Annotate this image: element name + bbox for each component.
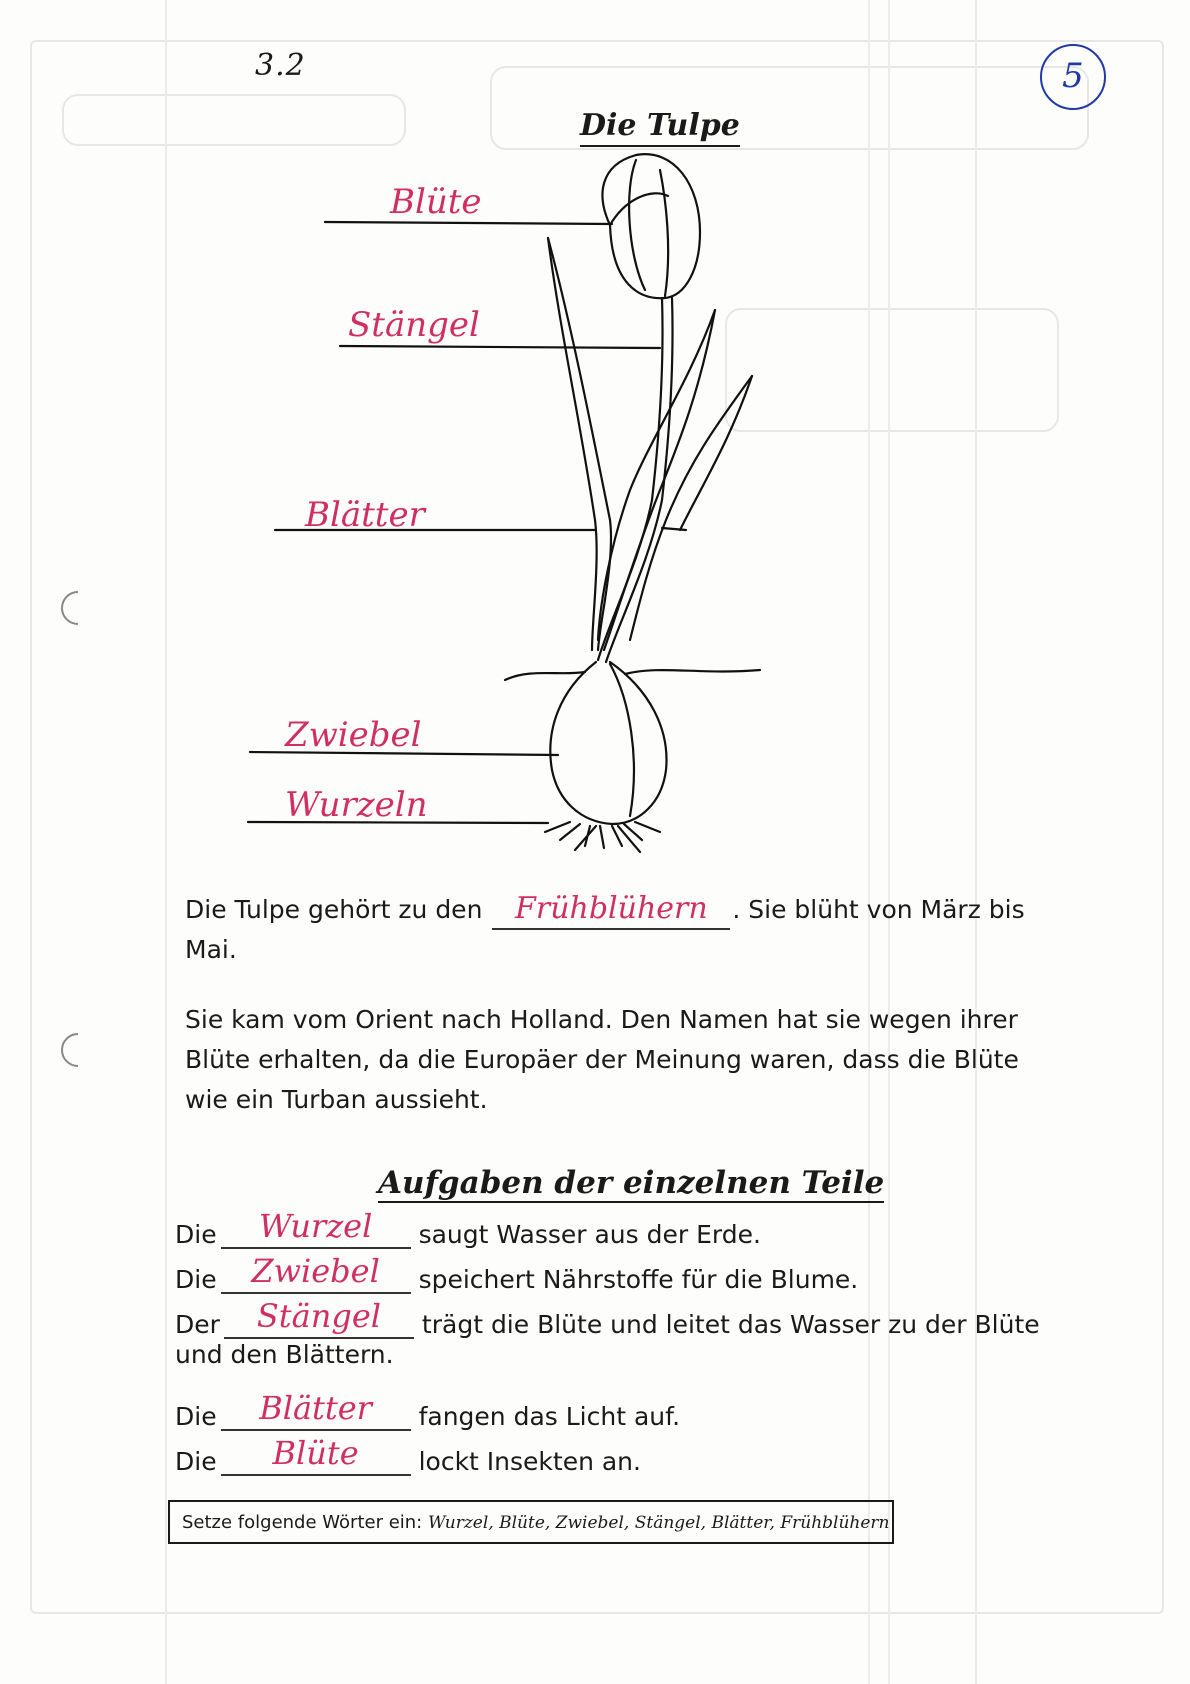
label-blaetter: Blätter	[305, 495, 425, 535]
task-article: Die	[175, 1402, 217, 1431]
task-line	[175, 1390, 680, 1431]
word-box	[168, 1500, 894, 1544]
answer-fruehbluehern: Frühblühern	[515, 891, 708, 926]
word-box-words: Wurzel, Blüte, Zwiebel, Stängel, Blätter, Frühblühern	[427, 1513, 890, 1533]
word-box-prompt: Setze folgende Wörter ein:	[182, 1512, 423, 1533]
task-text: saugt Wasser aus der Erde.	[418, 1220, 761, 1249]
answer-zwiebel: Zwiebel	[251, 1252, 380, 1290]
page-title: Die Tulpe	[580, 108, 740, 147]
intro-text-before: Die Tulpe gehört zu den	[185, 895, 483, 924]
label-staengel: Stängel	[348, 305, 480, 345]
task-line	[175, 1298, 1040, 1339]
label-zwiebel: Zwiebel	[285, 715, 422, 755]
task-text: trägt die Blüte und leitet das Wasser zu der Blüte	[421, 1310, 1040, 1339]
intro-paragraph-2	[185, 1000, 1065, 1120]
task-article: Die	[175, 1220, 217, 1249]
answer-bluete: Blüte	[272, 1434, 359, 1472]
answer-blank	[221, 1435, 411, 1476]
task-article: Der	[175, 1310, 220, 1339]
intro-text-after: . Sie blüht von März bis Mai.	[185, 895, 1025, 964]
tasks-heading: Aufgaben der einzelnen Teile	[378, 1165, 885, 1201]
corner-number: 5	[1040, 44, 1106, 110]
answer-blank	[492, 891, 730, 930]
intro-text-2: Sie kam vom Orient nach Holland. Den Namen hat sie wegen ihrer Blüte erhalten, da die Europäer der Meinung waren, dass die Blüte wie ein Turban aussieht.	[185, 1005, 1019, 1114]
task-text: speichert Nährstoffe für die Blume.	[418, 1265, 859, 1294]
answer-blaetter: Blätter	[259, 1389, 372, 1427]
answer-blank	[221, 1208, 411, 1249]
answer-blank	[224, 1298, 414, 1339]
label-wurzeln: Wurzeln	[285, 785, 428, 825]
task-text: lockt Insekten an.	[418, 1447, 641, 1476]
answer-blank	[221, 1390, 411, 1431]
task-line-continuation	[175, 1340, 394, 1369]
label-bluete: Blüte	[390, 182, 482, 222]
task-article: Die	[175, 1265, 217, 1294]
punch-hole-icon	[48, 1030, 84, 1070]
page-number: 3.2	[255, 48, 306, 83]
task-article: Die	[175, 1447, 217, 1476]
intro-paragraph-1	[185, 890, 1065, 970]
answer-staengel: Stängel	[256, 1297, 381, 1335]
task-line	[175, 1208, 761, 1249]
task-text: fangen das Licht auf.	[418, 1402, 681, 1431]
task-line	[175, 1253, 858, 1294]
task-text: und den Blättern.	[175, 1340, 394, 1369]
task-line	[175, 1435, 641, 1476]
answer-wurzel: Wurzel	[258, 1207, 373, 1245]
answer-blank	[221, 1253, 411, 1294]
